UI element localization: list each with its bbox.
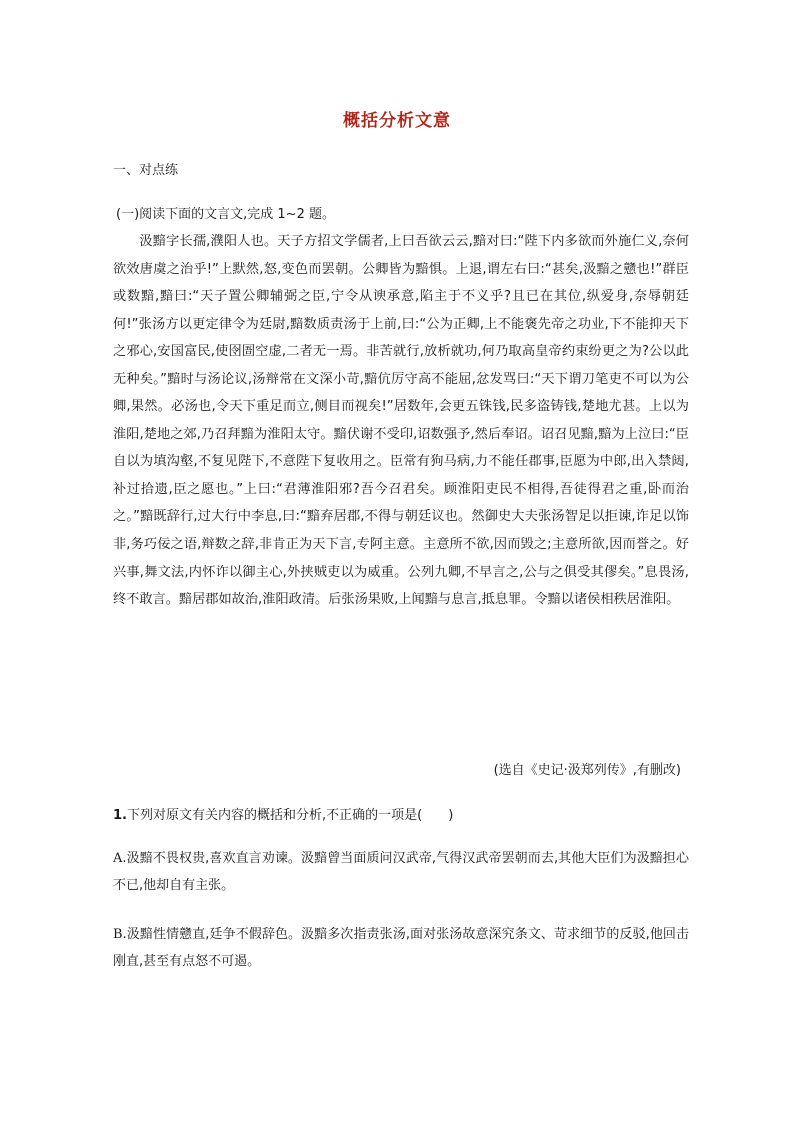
question-text: 下列对原文有关内容的概括和分析,不正确的一项是( ) (126, 808, 454, 823)
section-heading: 一、对点练 (113, 163, 179, 178)
question-number: 1. (113, 808, 127, 823)
option-b-text: 汲黯性情戆直,廷争不假辞色。汲黯多次指责张汤,面对张汤故意深究条文、苛求细节的反驳,他回击刚直,甚至有点怒不可遏。 (113, 927, 689, 969)
classical-passage: 汲黯字长孺,濮阳人也。天子方招文学儒者,上曰吾欲云云,黯对曰:“陛下内多欲而外施仁义,奈何欲效唐虞之治乎!”上默然,怒,变色而罢朝。公卿皆为黯惧。上退,谓左右曰:“甚矣,汲黯之戆也!”群臣或数黯,黯曰:“天子置公卿辅弼之臣,宁令从谀承意,陷主于不义乎?且已在其位,纵爱身,奈辱朝廷何!”张汤方以更定律令为廷尉,黯数质责汤于上前,曰:“公为正卿,上不能褒先帝之功业,下不能抑天下之邪心,安国富民,使囹圄空虚,二者无一焉。非苦就行,放析就功,何乃取高皇帝约束纷更之为?公以此无种矣。”黯时与汤论议,汤辩常在文深小苛,黯伉厉守高不能屈,忿发骂曰:“天下谓刀笔吏不可以为公卿,果然。必汤也,令天下重足而立,侧目而视矣!”居数年,会更五铢钱,民多盗铸钱,楚地尤甚。上以为淮阳,楚地之郊,乃召拜黯为淮阳太守。黯伏谢不受印,诏数强予,然后奉诏。诏召见黯,黯为上泣曰:“臣自以为填沟壑,不复见陛下,不意陛下复收用之。臣常有狗马病,力不能任郡事,臣愿为中郎,出入禁闼,补过拾遗,臣之愿也。”上曰:“君薄淮阳邪?吾今召君矣。顾淮阳吏民不相得,吾徒得君之重,卧而治之。”黯既辞行,过大行中李息,曰:“黯弃居郡,不得与朝廷议也。然御史大夫张汤智足以拒谏,诈足以饰非,务巧佞之语,辩数之辞,非肯正为天下言,专阿主意。主意所不欲,因而毁之;主意所欲,因而誉之。好兴事,舞文法,内怀诈以御主心,外挟贼吏以为威重。公列九卿,不早言之,公与之俱受其僇矣。”息畏汤,终不敢言。黯居郡如故治,淮阳政清。后张汤果败,上闻黯与息言,抵息罪。令黯以诸侯相秩居淮阳。 (113, 234, 689, 608)
option-b (113, 921, 689, 975)
option-a-letter: A. (113, 851, 127, 866)
passage-source: (选自《史记·汲郑列传》,有删改) (493, 763, 681, 778)
page-title: 概括分析文意 (343, 111, 451, 131)
passage-intro: (一)阅读下面的文言文,完成 1~2 题。 (116, 207, 335, 222)
question-1 (113, 804, 453, 823)
option-a (113, 845, 689, 899)
option-a-text: 汲黯不畏权贵,喜欢直言劝谏。汲黯曾当面质问汉武帝,气得汉武帝罢朝而去,其他大臣们为汲黯担心不已,他却自有主张。 (113, 851, 689, 893)
option-b-letter: B. (113, 927, 127, 942)
